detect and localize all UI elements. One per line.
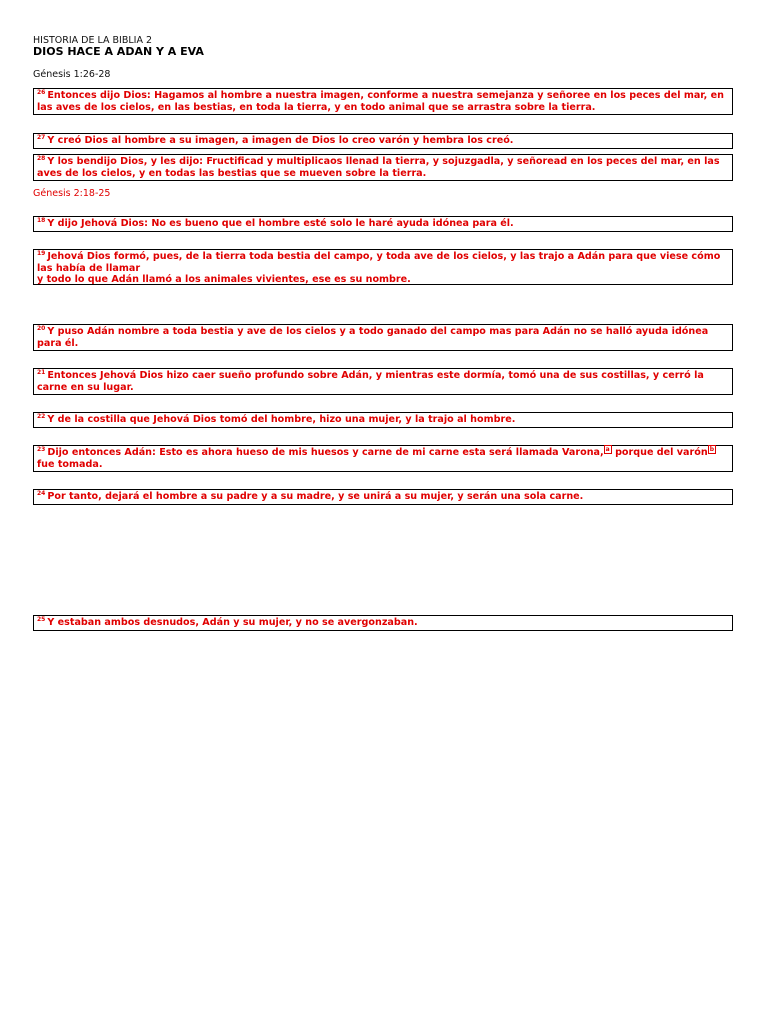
scripture-reference-genesis-2: Génesis 2:18-25 bbox=[33, 188, 111, 199]
verse-text: Y de la costilla que Jehová Dios tomó del hombre, hizo una mujer, y la trajo al hombre. bbox=[47, 414, 516, 425]
verse-text: Dijo entonces Adán: Esto es ahora hueso de mis huesos y carne de mi carne esta será llamada Varona, bbox=[47, 447, 604, 458]
verse-box-22 bbox=[33, 412, 733, 428]
verse-number: 26 bbox=[37, 88, 46, 96]
scripture-reference-genesis-1: Génesis 1:26-28 bbox=[33, 69, 111, 80]
verse-text: Y estaban ambos desnudos, Adán y su mujer, y no se avergonzaban. bbox=[47, 617, 418, 628]
verse-box-24 bbox=[33, 489, 733, 505]
lesson-title: DIOS HACE A ADAN Y A EVA bbox=[33, 45, 204, 58]
verse-number: 21 bbox=[37, 368, 46, 376]
verse-number: 19 bbox=[37, 249, 46, 257]
verse-text: Entonces Jehová Dios hizo caer sueño profundo sobre Adán, y mientras este dormía, tomó una de sus costillas, y cerró la carne en su lugar. bbox=[37, 370, 704, 393]
verse-line bbox=[37, 251, 729, 274]
verse-box-26 bbox=[33, 88, 733, 115]
verse-text: Y dijo Jehová Dios: No es bueno que el hombre esté solo le haré ayuda idónea para él. bbox=[47, 218, 514, 229]
verse-box-20 bbox=[33, 324, 733, 351]
verse-text: Y creó Dios al hombre a su imagen, a imagen de Dios lo creo varón y hembra los creó. bbox=[47, 135, 514, 146]
verse-text: Y los bendijo Dios, y les dijo: Fructificad y multiplicaos llenad la tierra, y sojuzgadla, y señoread en los peces del mar, en las aves de los cielos, y en todas las bestias que se mueven sobre la tierra. bbox=[37, 156, 720, 179]
verse-text: Y puso Adán nombre a toda bestia y ave de los cielos y a todo ganado del campo mas para Adán no se halló ayuda idónea para él. bbox=[37, 326, 709, 349]
verse-text: porque del varón bbox=[615, 447, 708, 458]
verse-number: 23 bbox=[37, 445, 46, 453]
verse-box-27 bbox=[33, 133, 733, 149]
verse-number: 28 bbox=[37, 154, 46, 162]
verse-box-18 bbox=[33, 216, 733, 232]
verse-text: fue tomada. bbox=[37, 458, 103, 470]
footnote-marker[interactable]: a bbox=[605, 445, 610, 453]
verse-number: 27 bbox=[37, 133, 46, 141]
footnote-marker[interactable]: b bbox=[709, 445, 714, 453]
series-title: HISTORIA DE LA BIBLIA 2 bbox=[33, 35, 153, 46]
verse-box-21 bbox=[33, 368, 733, 395]
verse-number: 18 bbox=[37, 216, 46, 224]
verse-box-19 bbox=[33, 249, 733, 285]
verse-number: 20 bbox=[37, 324, 46, 332]
verse-box-23 bbox=[33, 445, 733, 472]
verse-text: Jehová Dios formó, pues, de la tierra toda bestia del campo, y toda ave de los cielos, y las trajo a Adán para que viese cómo las había de llamar bbox=[37, 251, 721, 274]
verse-box-25 bbox=[33, 615, 733, 631]
verse-number: 25 bbox=[37, 615, 46, 623]
verse-text: Entonces dijo Dios: Hagamos al hombre a nuestra imagen, conforme a nuestra semejanza y señoree en los peces del mar, en las aves de los cielos, en las bestias, en toda la tierra, y en todo animal que se arrastra sobre la tierra. bbox=[37, 90, 724, 113]
verse-box-28 bbox=[33, 154, 733, 181]
verse-number: 22 bbox=[37, 412, 46, 420]
verse-text-continued: y todo lo que Adán llamó a los animales vivientes, ese es su nombre. bbox=[37, 274, 411, 285]
verse-text: Por tanto, dejará el hombre a su padre y a su madre, y se unirá a su mujer, y serán una sola carne. bbox=[47, 491, 584, 502]
verse-number: 24 bbox=[37, 489, 46, 497]
